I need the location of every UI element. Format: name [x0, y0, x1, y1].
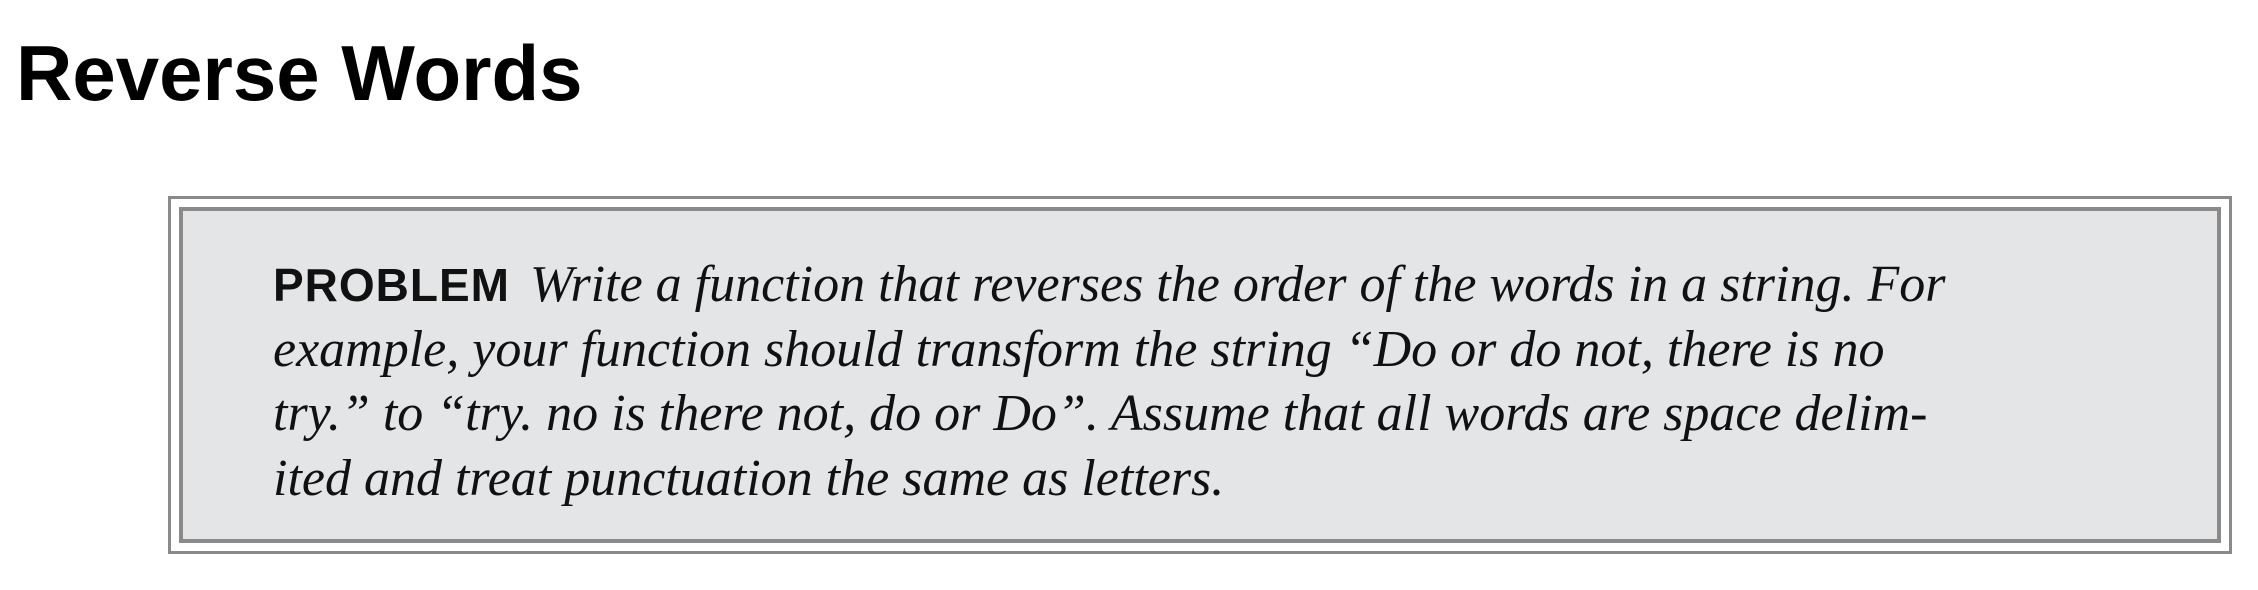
problem-line	[273, 253, 2153, 318]
problem-box	[168, 196, 2232, 554]
problem-statement	[273, 253, 2153, 511]
problem-line: example, your function should transform the string “Do or do not, there is no	[273, 320, 1885, 378]
problem-box-inner-frame	[179, 207, 2221, 543]
problem-line: try.” to “try. no is there not, do or Do”. Assume that all words are space delim-	[273, 385, 1928, 442]
problem-line: ited and treat punctuation the same as letters.	[273, 449, 1225, 507]
problem-label: PROBLEM	[273, 259, 510, 311]
problem-line-text: Write a function that reverses the order of the words in a string. For	[530, 256, 1946, 313]
page-title: Reverse Words	[16, 29, 583, 117]
